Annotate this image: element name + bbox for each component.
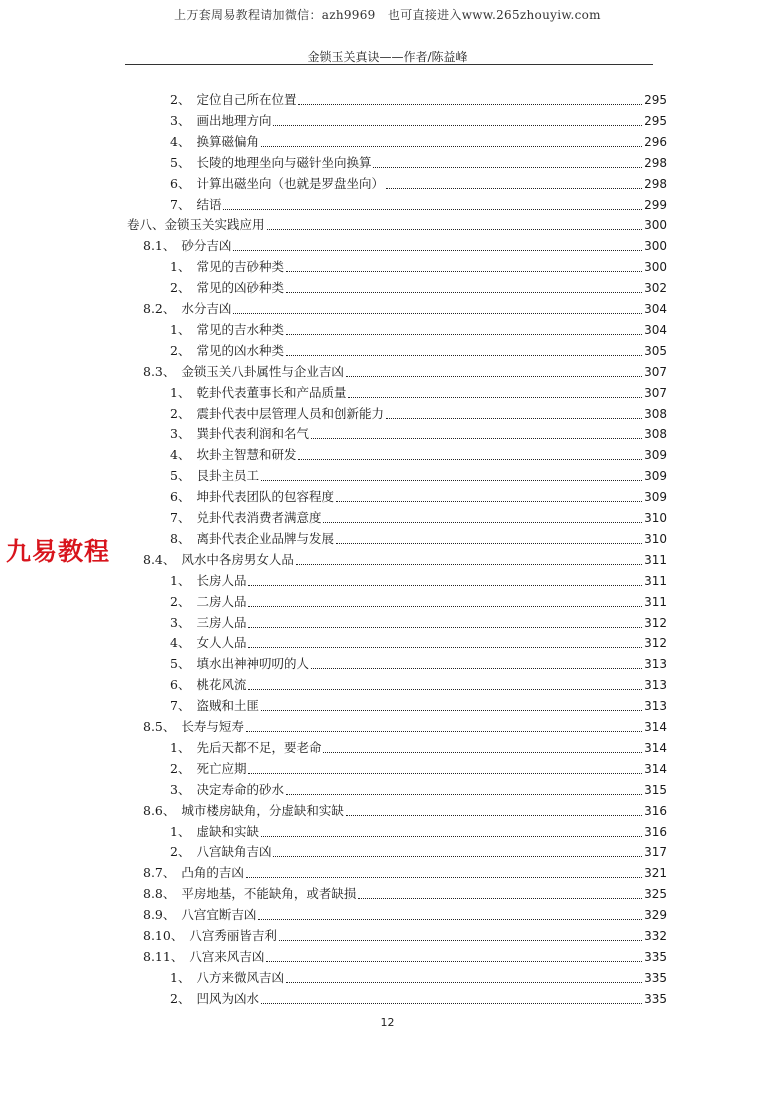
dot-leader bbox=[261, 1002, 642, 1004]
toc-entry-title: 城市楼房缺角，分虚缺和实缺 bbox=[181, 802, 344, 818]
toc-entry-number: 8.10、 bbox=[143, 928, 184, 943]
toc-subentry bbox=[170, 276, 667, 296]
toc-entry-page: 312 bbox=[644, 615, 667, 630]
toc-entry-page: 308 bbox=[644, 406, 667, 421]
toc-section bbox=[143, 234, 667, 254]
toc-entry-title: 定位自己所在位置 bbox=[196, 92, 297, 107]
toc-entry-number: 4、 bbox=[170, 133, 191, 149]
toc-entry-page: 310 bbox=[644, 511, 667, 525]
dot-leader bbox=[261, 145, 642, 147]
dot-leader bbox=[248, 646, 642, 648]
toc-subentry bbox=[170, 318, 667, 338]
toc-entry-title: 凸角的吉凶 bbox=[181, 865, 244, 881]
toc-section bbox=[143, 882, 667, 902]
toc-entry-number: 4、 bbox=[170, 447, 191, 463]
toc-subentry bbox=[170, 694, 667, 714]
toc-entry-page: 307 bbox=[644, 385, 667, 400]
toc-section bbox=[143, 360, 667, 380]
toc-entry-number: 5、 bbox=[170, 154, 191, 170]
toc-subentry bbox=[170, 381, 667, 401]
toc-subentry bbox=[170, 757, 667, 777]
toc-entry-number: 3、 bbox=[170, 781, 191, 797]
toc-subentry bbox=[170, 527, 667, 547]
toc-entry-page: 314 bbox=[644, 761, 667, 776]
toc-entry-title: 八宫缺角吉凶 bbox=[196, 844, 272, 860]
toc-entry-number: 8.2、 bbox=[143, 301, 176, 316]
toc-entry-title: 先后天都不足，要老命 bbox=[196, 739, 322, 755]
dot-leader bbox=[311, 437, 642, 439]
toc-entry-number: 2、 bbox=[170, 342, 191, 358]
toc-entry-title: 虚缺和实缺 bbox=[196, 823, 259, 839]
toc-entry-number: 1、 bbox=[170, 384, 191, 400]
toc-entry-number: 2、 bbox=[170, 593, 191, 609]
dot-leader bbox=[348, 396, 642, 398]
dot-leader bbox=[279, 939, 642, 941]
dot-leader bbox=[286, 291, 642, 293]
toc-entry-page: 304 bbox=[644, 302, 667, 316]
running-header: 金锁玉关真诀——作者/陈益峰 bbox=[307, 50, 468, 64]
toc-entry-page: 309 bbox=[644, 448, 667, 463]
toc-entry-title: 常见的凶水种类 bbox=[196, 342, 284, 358]
toc-subentry bbox=[170, 422, 667, 442]
toc-entry-page: 309 bbox=[644, 469, 667, 484]
toc-entry-title: 长房人品 bbox=[196, 572, 247, 588]
toc-entry-page: 310 bbox=[644, 531, 667, 546]
toc-entry-page: 309 bbox=[644, 490, 667, 505]
toc-subentry bbox=[170, 987, 667, 1007]
toc-entry-number: 7、 bbox=[170, 698, 191, 714]
watermark-logo: 九易教程 bbox=[6, 537, 111, 566]
toc-entry-page: 329 bbox=[644, 908, 667, 923]
dot-leader bbox=[286, 793, 642, 795]
dot-leader bbox=[298, 103, 642, 105]
toc-subentry bbox=[170, 255, 667, 275]
toc-entry-title: 艮卦主员工 bbox=[196, 468, 259, 484]
toc-entry-title: 常见的凶砂种类 bbox=[196, 280, 284, 296]
toc-entry-title: 八宫秀丽皆吉利 bbox=[189, 928, 277, 943]
toc-entry-page: 314 bbox=[644, 740, 667, 755]
toc-entry-page: 300 bbox=[644, 218, 667, 233]
toc-entry-page: 316 bbox=[644, 824, 667, 839]
toc-subentry bbox=[170, 443, 667, 463]
toc-entry-page: 332 bbox=[644, 929, 667, 943]
dot-leader bbox=[261, 835, 642, 837]
toc-entry-title: 长陵的地理坐向与磁针坐向换算 bbox=[196, 154, 372, 170]
toc-entry-title: 死亡应期 bbox=[196, 760, 247, 776]
toc-entry-number: 7、 bbox=[170, 196, 191, 212]
dot-leader bbox=[266, 960, 642, 962]
dot-leader bbox=[286, 981, 642, 983]
dot-leader bbox=[261, 479, 642, 481]
toc-entry-title: 平房地基，不能缺角，或者缺损 bbox=[181, 886, 357, 902]
toc-entry-title: 二房人品 bbox=[196, 593, 247, 609]
header-rule bbox=[125, 64, 653, 65]
dot-leader bbox=[346, 375, 642, 377]
toc-entry-page: 313 bbox=[644, 657, 667, 672]
toc-entry-page: 311 bbox=[644, 552, 667, 567]
toc-entry-number: 5、 bbox=[170, 468, 191, 484]
toc-entry-number: 6、 bbox=[170, 175, 191, 191]
toc-subentry bbox=[170, 88, 667, 108]
toc-subentry bbox=[170, 673, 667, 693]
dot-leader bbox=[298, 458, 642, 460]
toc-entry-number: 8.4、 bbox=[143, 551, 176, 567]
toc-entry-page: 314 bbox=[644, 720, 667, 734]
toc-subentry bbox=[170, 402, 667, 422]
toc-entry-page: 300 bbox=[644, 260, 667, 275]
toc-entry-page: 316 bbox=[644, 803, 667, 818]
toc-entry-page: 295 bbox=[644, 93, 667, 107]
toc-subentry bbox=[170, 485, 667, 505]
toc-entry-page: 307 bbox=[644, 364, 667, 379]
toc-entry-page: 296 bbox=[644, 134, 667, 149]
toc-entry-page: 305 bbox=[644, 343, 667, 358]
toc-entry-page: 313 bbox=[644, 678, 667, 693]
toc-entry-number: 1、 bbox=[170, 739, 191, 755]
toc-entry-title: 坎卦主智慧和研发 bbox=[196, 447, 297, 463]
dot-leader bbox=[286, 333, 642, 335]
dot-leader bbox=[233, 249, 642, 251]
dot-leader bbox=[336, 542, 642, 544]
dot-leader bbox=[248, 772, 642, 774]
toc-subentry bbox=[170, 820, 667, 840]
toc-section bbox=[143, 799, 667, 819]
toc-entry-page: 311 bbox=[644, 573, 667, 588]
toc-entry-title: 长寿与短寿 bbox=[181, 719, 244, 734]
toc-entry-page: 317 bbox=[644, 845, 667, 860]
toc-section bbox=[143, 903, 667, 923]
toc-subentry bbox=[170, 631, 667, 651]
toc-section bbox=[143, 924, 667, 944]
toc-entry-number: 8.11、 bbox=[143, 948, 184, 964]
dot-leader bbox=[246, 876, 642, 878]
dot-leader bbox=[286, 270, 642, 272]
dot-leader bbox=[233, 312, 642, 314]
toc-subentry bbox=[170, 151, 667, 171]
toc-entry-page: 308 bbox=[644, 427, 667, 442]
dot-leader bbox=[248, 605, 642, 607]
toc-entry-title: 结语 bbox=[196, 196, 222, 212]
toc-entry-title: 画出地理方向 bbox=[196, 112, 272, 128]
toc-section bbox=[143, 548, 667, 568]
toc-subentry bbox=[170, 193, 667, 213]
toc-section bbox=[143, 861, 667, 881]
toc-entry-number: 3、 bbox=[170, 614, 191, 630]
toc-entry-number: 1、 bbox=[170, 259, 191, 275]
dot-leader bbox=[258, 918, 642, 920]
toc-entry-number: 8.6、 bbox=[143, 802, 176, 818]
toc-entry-page: 325 bbox=[644, 887, 667, 902]
toc-entry-number: 4、 bbox=[170, 635, 191, 651]
toc-entry-page: 312 bbox=[644, 636, 667, 651]
dot-leader bbox=[336, 500, 642, 502]
toc-entry-number: 2、 bbox=[170, 405, 191, 421]
toc-entry-number: 8.1、 bbox=[143, 238, 176, 254]
toc-section bbox=[143, 297, 667, 317]
toc-entry-title: 女人人品 bbox=[196, 635, 247, 651]
toc-entry-title: 盗贼和土匪 bbox=[196, 698, 259, 714]
toc-subentry bbox=[170, 778, 667, 798]
toc-entry-number: 2、 bbox=[170, 990, 191, 1006]
dot-leader bbox=[386, 187, 642, 189]
toc-entry-page: 298 bbox=[644, 155, 667, 170]
toc-subentry bbox=[170, 611, 667, 631]
dot-leader bbox=[323, 521, 642, 523]
toc-entry-title: 水分吉凶 bbox=[181, 301, 232, 316]
toc-entry-title: 八方来微风吉凶 bbox=[196, 969, 284, 985]
toc-subentry bbox=[170, 840, 667, 860]
dot-leader bbox=[248, 626, 642, 628]
toc-entry-title: 金锁玉关八卦属性与企业吉凶 bbox=[181, 363, 344, 379]
toc-entry-number: 2、 bbox=[170, 280, 191, 296]
toc-entry-number: 6、 bbox=[170, 677, 191, 693]
top-banner: 上万套周易教程请加微信：azh9969 也可直接进入www.265zhouyiw.com bbox=[174, 8, 601, 22]
toc-entry-number: 3、 bbox=[170, 426, 191, 442]
dot-leader bbox=[296, 563, 642, 565]
toc-entry-title: 八宫宜断吉凶 bbox=[181, 907, 257, 923]
toc-entry-title: 巽卦代表利润和名气 bbox=[196, 426, 309, 442]
toc-entry-title: 离卦代表企业品牌与发展 bbox=[196, 530, 334, 546]
toc-entry-title: 震卦代表中层管理人员和创新能力 bbox=[196, 405, 384, 421]
toc-entry-title: 桃花风流 bbox=[196, 677, 247, 693]
dot-leader bbox=[273, 124, 642, 126]
toc-entry-title: 常见的吉砂种类 bbox=[196, 259, 284, 275]
dot-leader bbox=[323, 751, 642, 753]
toc-entry-title: 三房人品 bbox=[196, 614, 247, 630]
toc-entry-title: 风水中各房男女人品 bbox=[181, 551, 294, 567]
toc-entry-page: 299 bbox=[644, 197, 667, 212]
toc-entry-title: 决定寿命的砂水 bbox=[196, 781, 284, 797]
dot-leader bbox=[223, 208, 642, 210]
toc-subentry bbox=[170, 172, 667, 192]
toc-subentry bbox=[170, 130, 667, 150]
toc-entry-title: 凹风为凶水 bbox=[196, 990, 259, 1006]
toc-entry-title: 八宫来风吉凶 bbox=[189, 948, 265, 964]
dot-leader bbox=[248, 584, 642, 586]
toc-entry-number: 8.5、 bbox=[143, 719, 176, 734]
toc-entry-page: 302 bbox=[644, 281, 667, 296]
toc-subentry bbox=[170, 464, 667, 484]
dot-leader bbox=[261, 709, 642, 711]
toc-section bbox=[143, 945, 667, 965]
dot-leader bbox=[246, 730, 642, 732]
toc-entry-number: 1、 bbox=[170, 969, 191, 985]
toc-section bbox=[143, 715, 667, 735]
toc-entry-number: 7、 bbox=[170, 510, 191, 525]
toc-entry-title: 换算磁偏角 bbox=[196, 133, 259, 149]
toc-entry-number: 1、 bbox=[170, 321, 191, 337]
toc-entry-number: 1、 bbox=[170, 823, 191, 839]
dot-leader bbox=[286, 354, 642, 356]
toc-subentry bbox=[170, 339, 667, 359]
toc-subentry bbox=[170, 569, 667, 589]
toc-entry-page: 295 bbox=[644, 113, 667, 128]
toc-entry-title: 卷八、金锁玉关实践应用 bbox=[127, 217, 265, 233]
toc-entry-title: 填水出神神叨叨的人 bbox=[196, 656, 309, 672]
toc-entry-page: 298 bbox=[644, 176, 667, 191]
toc-subentry bbox=[170, 966, 667, 986]
toc-entry-number: 8.3、 bbox=[143, 363, 176, 379]
toc-chapter bbox=[127, 213, 667, 233]
dot-leader bbox=[346, 814, 642, 816]
toc-entry-title: 乾卦代表董事长和产品质量 bbox=[196, 384, 347, 400]
toc-entry-page: 335 bbox=[644, 970, 667, 985]
toc-entry-number: 2、 bbox=[170, 844, 191, 860]
toc-entry-page: 311 bbox=[644, 594, 667, 609]
toc-entry-title: 常见的吉水种类 bbox=[196, 321, 284, 337]
toc-entry-number: 6、 bbox=[170, 489, 191, 505]
toc-subentry bbox=[170, 506, 667, 526]
toc-entry-page: 321 bbox=[644, 866, 667, 881]
dot-leader bbox=[311, 667, 642, 669]
toc-entry-number: 2、 bbox=[170, 92, 191, 107]
toc-entry-page: 315 bbox=[644, 782, 667, 797]
toc-entry-title: 坤卦代表团队的包容程度 bbox=[196, 489, 334, 505]
toc-entry-number: 8.9、 bbox=[143, 907, 176, 923]
toc-entry-number: 8.7、 bbox=[143, 865, 176, 881]
toc-entry-number: 2、 bbox=[170, 760, 191, 776]
dot-leader bbox=[373, 166, 642, 168]
toc-entry-number: 8.8、 bbox=[143, 886, 176, 902]
toc-entry-page: 304 bbox=[644, 322, 667, 337]
toc-entry-page: 335 bbox=[644, 991, 667, 1006]
toc-entry-page: 335 bbox=[644, 949, 667, 964]
toc-entry-title: 砂分吉凶 bbox=[181, 238, 232, 254]
toc-entry-number: 5、 bbox=[170, 656, 191, 672]
toc-entry-page: 313 bbox=[644, 699, 667, 714]
toc-entry-number: 1、 bbox=[170, 572, 191, 588]
dot-leader bbox=[358, 897, 642, 899]
toc-entry-number: 3、 bbox=[170, 112, 191, 128]
toc-subentry bbox=[170, 736, 667, 756]
toc-entry-title: 计算出磁坐向（也就是罗盘坐向） bbox=[196, 175, 384, 191]
toc-entry-title: 兑卦代表消费者满意度 bbox=[196, 510, 322, 525]
dot-leader bbox=[267, 228, 643, 230]
dot-leader bbox=[248, 688, 642, 690]
toc-entry-number: 8、 bbox=[170, 530, 191, 546]
page-number: 12 bbox=[380, 1016, 395, 1029]
toc-subentry bbox=[170, 109, 667, 129]
toc-subentry bbox=[170, 590, 667, 610]
dot-leader bbox=[273, 855, 642, 857]
toc-entry-page: 300 bbox=[644, 239, 667, 254]
toc-subentry bbox=[170, 652, 667, 672]
dot-leader bbox=[386, 417, 642, 419]
